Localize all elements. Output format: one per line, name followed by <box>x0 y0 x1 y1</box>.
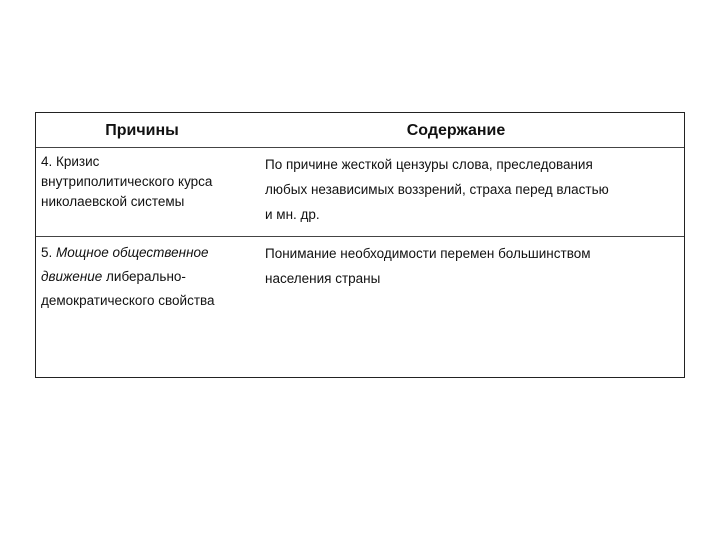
table-header-row <box>36 113 684 148</box>
content-cell <box>258 237 684 378</box>
cause-line: демократического свойства <box>41 293 215 308</box>
cause-line <box>41 265 256 289</box>
cause-italic-text: движение <box>41 269 103 284</box>
cause-text: либерально- <box>106 269 186 284</box>
cause-line: николаевской системы <box>41 194 185 209</box>
header-content: Содержание <box>406 122 506 139</box>
causes-table <box>35 112 685 378</box>
table-row <box>36 237 684 378</box>
content-cell <box>258 148 684 236</box>
cause-line: внутриполитического курса <box>41 174 213 189</box>
content-line: По причине жесткой цензуры слова, преследования <box>265 157 593 172</box>
cause-line: 4. Кризис <box>41 154 100 169</box>
content-line: любых независимых воззрений, страха перед властью <box>265 182 609 197</box>
cause-number: 5. <box>41 245 53 260</box>
cause-line <box>41 241 256 265</box>
content-line: и мн. др. <box>265 207 320 222</box>
cause-cell <box>36 237 258 378</box>
cause-italic-text: Мощное общественное <box>56 245 209 260</box>
table-row <box>36 148 684 237</box>
header-causes: Причины <box>105 122 179 139</box>
cause-cell <box>36 148 258 236</box>
content-line: Понимание необходимости перемен большинством <box>265 246 591 261</box>
content-line: населения страны <box>265 271 381 286</box>
